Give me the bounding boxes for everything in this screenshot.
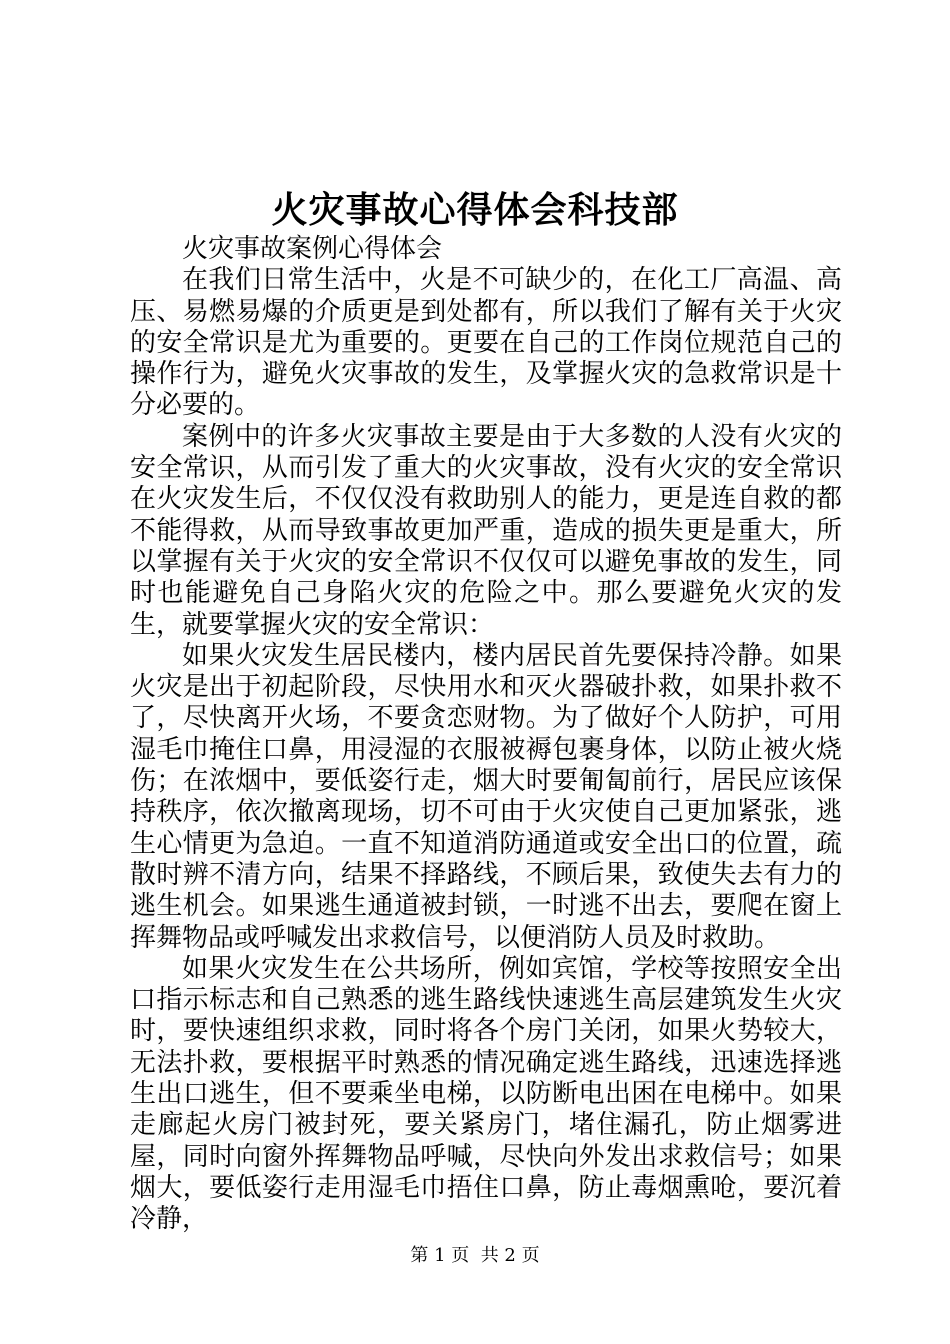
page-footer bbox=[0, 1244, 950, 1268]
page-number-label: 第 1 页 共 2 页 bbox=[410, 1245, 540, 1266]
paragraph: 在我们日常生活中，火是不可缺少的，在化工厂高温、高压、易燃易爆的介质更是到处都有，所以我们了解有关于火灾的安全常识是尤为重要的。更要在自己的工作岗位规范自己的操作行为，避免火灾事故的发生，及掌握火灾的急救常识是十分必要的。 bbox=[130, 265, 842, 421]
paragraph: 如果火灾发生在公共场所，例如宾馆，学校等按照安全出口指示标志和自己熟悉的逃生路线快速逃生高层建筑发生火灾时，要快速组织求救，同时将各个房门关闭，如果火势较大，无法扑救，要根据平时熟悉的情况确定逃生路线，迅速选择逃生出口逃生，但不要乘坐电梯，以防断电出困在电梯中。如果走廊起火房门被封死，要关紧房门，堵住漏孔，防止烟雾进屋，同时向窗外挥舞物品呼喊，尽快向外发出求救信号；如果烟大，要低姿行走用湿毛巾捂住口鼻，防止毒烟熏呛，要沉着冷静， bbox=[130, 953, 842, 1235]
paragraph: 如果火灾发生居民楼内，楼内居民首先要保持冷静。如果火灾是出于初起阶段，尽快用水和灭火器破扑救，如果扑救不了，尽快离开火场，不要贪恋财物。为了做好个人防护，可用湿毛巾掩住口鼻，用浸湿的衣服被褥包裹身体，以防止被火烧伤；在浓烟中，要低姿行走，烟大时要匍匐前行，居民应该保持秩序，依次撤离现场，切不可由于火灾使自己更加紧张，逃生心情更为急迫。一直不知道消防通道或安全出口的位置，疏散时辨不清方向，结果不择路线，不顾后果，致使失去有力的逃生机会。如果逃生通道被封锁，一时逃不出去，要爬在窗上挥舞物品或呼喊发出求救信号，以便消防人员及时救助。 bbox=[130, 640, 842, 953]
paragraph-subtitle: 火灾事故案例心得体会 bbox=[182, 234, 443, 264]
document-title: 火灾事故心得体会科技部 bbox=[271, 189, 679, 231]
document-body bbox=[130, 234, 842, 1236]
paragraph: 案例中的许多火灾事故主要是由于大多数的人没有火灾的安全常识，从而引发了重大的火灾事故，没有火灾的安全常识在火灾发生后，不仅仅没有救助别人的能力，更是连自救的都不能得救，从而导致事故更加严重，造成的损失更是重大，所以掌握有关于火灾的安全常识不仅仅可以避免事故的发生，同时也能避免自己身陷火灾的危险之中。那么要避免火灾的发生，就要掌握火灾的安全常识： bbox=[130, 421, 842, 640]
